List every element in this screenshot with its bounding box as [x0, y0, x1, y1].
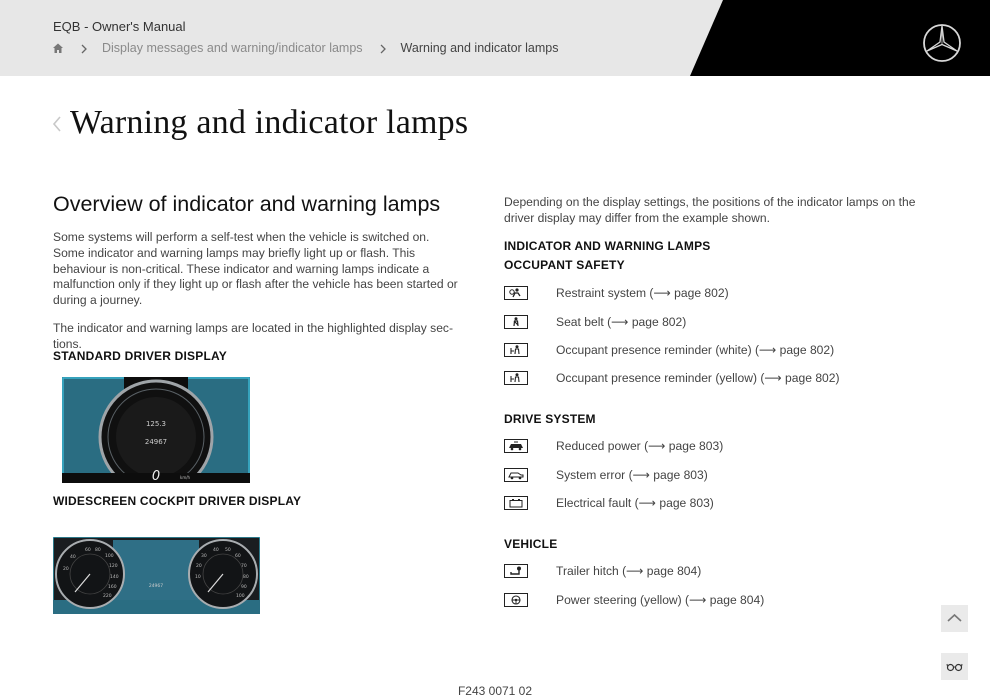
system-error-icon — [504, 468, 528, 482]
tick-label: 80 — [243, 575, 249, 580]
lamp-link[interactable]: Seat belt (⟶ page 802) — [556, 315, 687, 329]
standard-display-heading: STANDARD DRIVER DISPLAY — [53, 349, 227, 363]
display-settings-note: Depending on the display settings, the positions of the indicator lamps on the driver display may differ from the example shown. — [504, 195, 916, 225]
tick-label: 10 — [195, 575, 201, 580]
lamp-link[interactable]: Reduced power (⟶ page 803) — [556, 439, 724, 453]
breadcrumb-current: Warning and indicator lamps — [400, 41, 559, 55]
tick-label: 20 — [63, 567, 69, 572]
tick-label: 140 — [110, 575, 119, 580]
trailer-hitch-icon — [504, 564, 528, 578]
lamp-link[interactable]: Power steering (yellow) (⟶ page 804) — [556, 593, 765, 607]
lamp-link[interactable]: Electrical fault (⟶ page 803) — [556, 496, 714, 510]
breadcrumb — [52, 41, 559, 55]
glasses-icon — [941, 653, 968, 680]
tick-label: 100 — [236, 594, 245, 599]
lamp-row-trailer-hitch[interactable] — [504, 563, 701, 579]
location-paragraph: The indicator and warning lamps are located in the highlighted display sec-tions. — [53, 320, 453, 351]
tick-label: 30 — [201, 554, 207, 559]
page-title: Warning and indicator lamps — [70, 104, 469, 141]
lamp-row-system-error[interactable] — [504, 467, 708, 483]
scroll-to-top-button[interactable] — [941, 605, 968, 632]
odometer-bottom: 24967 — [144, 438, 168, 446]
intro-paragraph: Some systems will perform a self-test when the vehicle is switched on. Some indicator and warning lamps may briefly light up or flash. This behaviour is non-critical. These indicator and warning lamps indicate a malfunction only if they light up or flash after the vehicle has been started or during a journey. — [53, 230, 458, 308]
mercedes-star-logo[interactable] — [922, 23, 962, 63]
tick-label: 70 — [241, 564, 247, 569]
reading-mode-button[interactable] — [941, 653, 968, 680]
widescreen-display-heading: WIDESCREEN COCKPIT DRIVER DISPLAY — [53, 494, 302, 508]
battery-icon — [504, 496, 528, 510]
odometer-top: 125.3 — [145, 420, 167, 428]
lamps-heading: INDICATOR AND WARNING LAMPS — [504, 239, 711, 253]
group-title-occupant-safety: OCCUPANT SAFETY — [504, 258, 625, 272]
reduced-power-icon — [504, 439, 528, 453]
gear-readout: 0 — [151, 469, 161, 483]
app-title: EQB - Owner's Manual — [53, 19, 186, 34]
lamp-row-restraint-system[interactable] — [504, 285, 729, 301]
chevron-right-icon — [379, 43, 387, 53]
lamp-row-reduced-power[interactable] — [504, 438, 723, 454]
group-title-vehicle: VEHICLE — [504, 537, 558, 551]
chevron-up-icon — [941, 605, 968, 632]
lamp-link[interactable]: Restraint system (⟶ page 802) — [556, 286, 729, 300]
section-title: Overview of indicator and warning lamps — [53, 192, 441, 216]
occupant-white-icon — [504, 343, 528, 357]
lamp-overview — [504, 194, 934, 226]
tick-label: 20 — [196, 564, 202, 569]
lamp-link[interactable]: Occupant presence reminder (yellow) (⟶ page 802) — [556, 371, 840, 385]
tick-label: 80 — [95, 548, 101, 553]
group-title-drive-system: DRIVE SYSTEM — [504, 412, 596, 426]
tick-label: 50 — [225, 548, 231, 553]
overview-section — [53, 192, 463, 353]
standard-driver-display-image — [62, 377, 250, 483]
tick-label: 90 — [241, 585, 247, 590]
tick-label: 40 — [70, 555, 76, 560]
lamp-row-power-steering[interactable] — [504, 592, 764, 608]
lamp-link[interactable]: Trailer hitch (⟶ page 804) — [556, 564, 702, 578]
power-steering-icon — [504, 593, 528, 607]
lamp-row-occupant-white[interactable] — [504, 342, 834, 358]
tick-label: 60 — [85, 548, 91, 553]
chevron-right-icon — [80, 43, 88, 53]
tick-label: 100 — [105, 554, 114, 559]
airbag-icon — [504, 286, 528, 300]
home-icon[interactable] — [52, 42, 64, 54]
occupant-yellow-icon — [504, 371, 528, 385]
widescreen-driver-display-image — [53, 537, 260, 614]
back-chevron-icon[interactable] — [51, 115, 63, 133]
tick-label: 120 — [109, 564, 118, 569]
seatbelt-icon — [504, 315, 528, 329]
lamp-link[interactable]: System error (⟶ page 803) — [556, 468, 708, 482]
tick-label: 60 — [235, 554, 241, 559]
lamp-row-seat-belt[interactable] — [504, 314, 686, 330]
figure-code: F243 0071 02 — [457, 684, 533, 698]
lamp-row-electrical-fault[interactable] — [504, 495, 714, 511]
tick-label: 40 — [213, 548, 219, 553]
widescreen-odometer: 24967 — [148, 584, 164, 589]
breadcrumb-parent-link[interactable]: Display messages and warning/indicator lamps — [102, 41, 363, 55]
tick-label: 160 — [108, 585, 117, 590]
speed-unit: km/h — [180, 475, 191, 480]
lamp-link[interactable]: Occupant presence reminder (white) (⟶ page 802) — [556, 343, 835, 357]
tick-label: 220 — [103, 594, 112, 599]
lamp-row-occupant-yellow[interactable] — [504, 370, 840, 386]
